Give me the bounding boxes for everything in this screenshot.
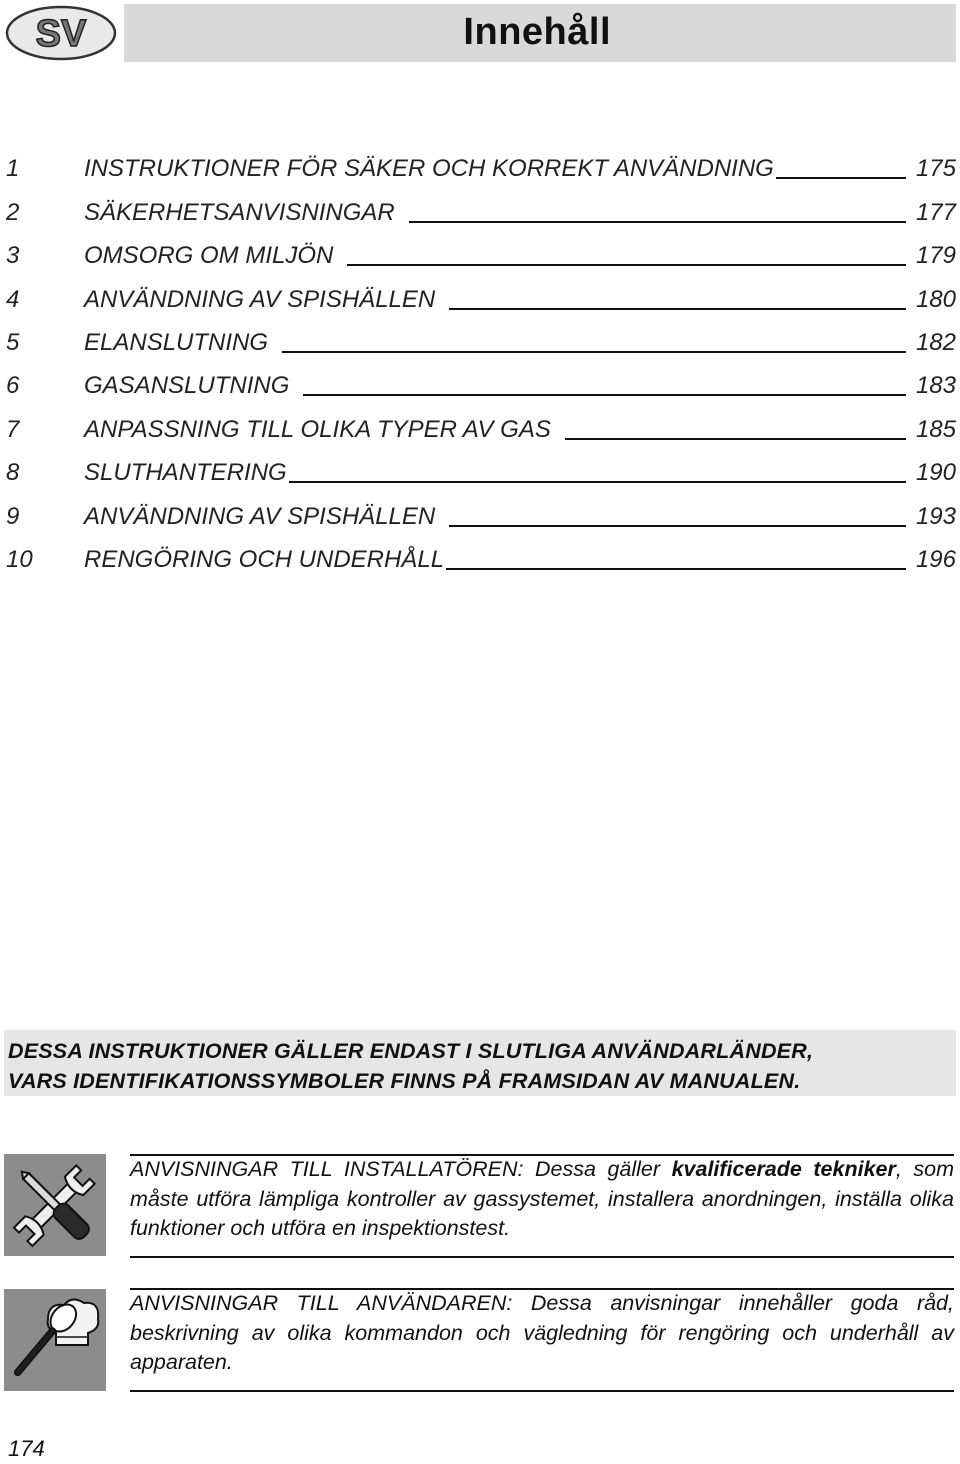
toc-entry[interactable]	[6, 229, 956, 272]
user-note-text: ANVISNINGAR TILL ANVÄNDAREN: Dessa anvisningar innehåller goda råd, beskrivning av olika kommandon och vägledning för rengöring och underhåll av apparaten.	[130, 1291, 954, 1374]
toc-number: 9	[6, 502, 20, 530]
toc-entry[interactable]	[6, 489, 956, 532]
toc-entry[interactable]	[6, 272, 956, 315]
toc-page-number: 180	[915, 285, 956, 313]
toc-number: 1	[6, 155, 20, 183]
notice-line-1: DESSA INSTRUKTIONER GÄLLER ENDAST I SLUTLIGA ANVÄNDARLÄNDER,	[8, 1039, 814, 1063]
toc-title: INSTRUKTIONER FÖR SÄKER OCH KORREKT ANVÄNDNING	[84, 155, 774, 183]
toc-page-number: 182	[915, 328, 956, 356]
installer-note-text: ANVISNINGAR TILL INSTALLATÖREN: Dessa gäller kvalificerade tekniker, som måste utföra lämpliga kontroller av gassystemet, installera anordningen, inställa olika funktioner och utföra en inspektionstest.	[130, 1157, 954, 1240]
toc-leader-line	[565, 438, 906, 440]
spoon-chef-hat-icon	[4, 1289, 106, 1391]
toc-entry[interactable]	[6, 402, 956, 445]
toc-number: 6	[6, 372, 20, 400]
toc-leader-line	[449, 525, 906, 527]
toc-number: 2	[6, 198, 20, 226]
toc-title: ANPASSNING TILL OLIKA TYPER AV GAS	[84, 415, 551, 443]
toc-number: 4	[6, 285, 20, 313]
toc-entry[interactable]	[6, 142, 956, 185]
toc-page-number: 190	[915, 459, 956, 487]
user-note-bottom-rule	[130, 1390, 954, 1392]
toc-entry[interactable]	[6, 533, 956, 576]
toc-number: 7	[6, 415, 20, 443]
toc-title: GASANSLUTNING	[84, 372, 290, 400]
toc-number: 3	[6, 242, 20, 270]
toc-page-number: 185	[915, 415, 956, 443]
toc-title: OMSORG OM MILJÖN	[84, 242, 334, 270]
toc-title: RENGÖRING OCH UNDERHÅLL	[84, 545, 445, 573]
toc-entry[interactable]	[6, 185, 956, 228]
language-badge	[4, 4, 118, 62]
toc-title: SLUTHANTERING	[84, 459, 287, 487]
toc-page-number: 183	[915, 372, 956, 400]
toc-leader-line	[289, 481, 906, 483]
toc-leader-line	[347, 264, 906, 266]
emphasis-text: kvalificerade tekniker	[671, 1157, 896, 1181]
toc-leader-line	[449, 308, 906, 310]
toc-number: 5	[6, 328, 20, 356]
toc-page-number: 175	[915, 155, 956, 183]
page-number: 174	[8, 1436, 45, 1461]
applicability-notice	[4, 1030, 956, 1096]
toc-leader-line	[776, 177, 906, 179]
toc-title: ELANSLUTNING	[84, 328, 269, 356]
notice-line-2: VARS IDENTIFIKATIONSSYMBOLER FINNS PÅ FRAMSIDAN AV MANUALEN.	[8, 1069, 801, 1093]
wrench-screwdriver-icon	[4, 1154, 106, 1256]
toc-title: ANVÄNDNING AV SPISHÄLLEN	[84, 502, 436, 530]
toc-page-number: 196	[915, 545, 956, 573]
toc-entry[interactable]	[6, 316, 956, 359]
toc-title: ANVÄNDNING AV SPISHÄLLEN	[84, 285, 436, 313]
table-of-contents	[6, 142, 956, 576]
toc-page-number: 177	[915, 198, 956, 226]
toc-page-number: 179	[915, 242, 956, 270]
toc-entry[interactable]	[6, 359, 956, 402]
toc-number: 10	[6, 545, 33, 573]
toc-entry[interactable]	[6, 446, 956, 489]
toc-leader-line	[446, 568, 906, 570]
toc-leader-line	[303, 394, 906, 396]
language-code: SV	[35, 13, 87, 55]
page-title: Innehåll	[463, 11, 611, 53]
title-bar	[124, 4, 956, 62]
toc-leader-line	[409, 221, 906, 223]
toc-title: SÄKERHETSANVISNINGAR	[84, 198, 395, 226]
toc-page-number: 193	[915, 502, 956, 530]
toc-number: 8	[6, 459, 20, 487]
installer-note-bottom-rule	[130, 1256, 954, 1258]
toc-leader-line	[282, 351, 906, 353]
